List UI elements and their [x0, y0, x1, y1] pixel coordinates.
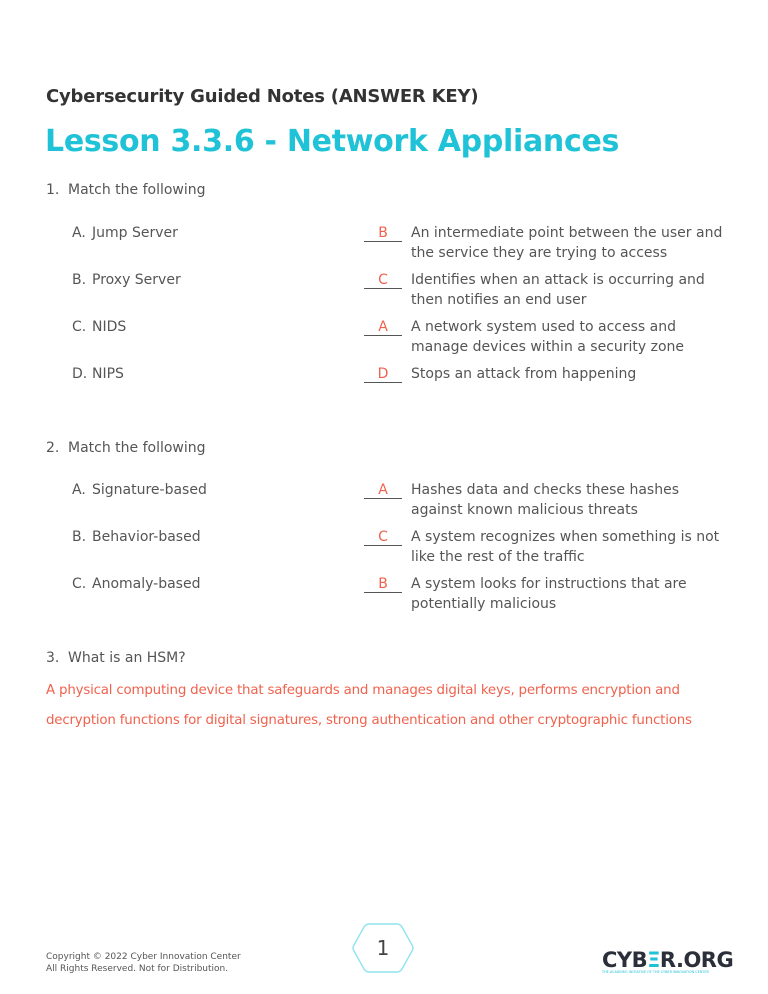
question-text: What is an HSM?	[68, 650, 186, 666]
q1-match-description-1: An intermediate point between the user and the service they are trying to access	[411, 225, 723, 261]
q1-option-d: D. NIPS	[72, 366, 124, 382]
question-3-prompt	[46, 650, 186, 666]
q2-answer-blank-1: A	[364, 482, 402, 499]
q2-match-description-3: A system looks for instructions that are potentially malicious	[411, 576, 687, 612]
q2-match-description-2: A system recognizes when something is not like the rest of the traffic	[411, 529, 720, 565]
q2-option-c: C. Anomaly-based	[72, 576, 201, 592]
q2-option-a: A. Signature-based	[72, 482, 207, 498]
q2-answer-blank-2: C	[364, 529, 402, 546]
hsm-answer: A physical computing device that safeguards and manages digital keys, performs encryption and decryption functions for digital signatures, strong authentication and other cryptographic functions	[46, 683, 692, 728]
q1-answer-blank-3: A	[364, 319, 402, 336]
page-subtitle: Cybersecurity Guided Notes (ANSWER KEY)	[46, 86, 479, 107]
page-title: Lesson 3.3.6 - Network Appliances	[45, 124, 620, 159]
q1-match-description-2: Identifies when an attack is occurring and then notifies an end user	[411, 272, 705, 308]
q1-match-description-4: Stops an attack from happening	[411, 366, 637, 382]
q2-option-b: B. Behavior-based	[72, 529, 201, 545]
cyber-org-logo: CYBΞR.ORG THE ACADEMIC INITIATIVE OF THE CYBER INNOVATION CENTER	[602, 948, 734, 974]
question-number: 2.	[46, 440, 60, 456]
copyright-notice: Copyright © 2022 Cyber Innovation Center All Rights Reserved. Not for Distribution.	[46, 952, 241, 974]
q1-option-c: C. NIDS	[72, 319, 127, 335]
q1-answer-blank-4: D	[364, 366, 402, 383]
q1-answer-blank-2: C	[364, 272, 402, 289]
question-text: Match the following	[68, 182, 206, 198]
q1-option-a: A. Jump Server	[72, 225, 178, 241]
question-1-prompt	[46, 182, 206, 198]
question-number: 1.	[46, 182, 60, 198]
q2-answer-blank-3: B	[364, 576, 402, 593]
q1-match-description-3: A network system used to access and manage devices within a security zone	[411, 319, 685, 355]
page-number: 1	[376, 936, 390, 960]
q1-option-b: B. Proxy Server	[72, 272, 181, 288]
question-number: 3.	[46, 650, 60, 666]
logo-accent: Ξ	[647, 948, 660, 972]
q1-answer-blank-1: B	[364, 225, 402, 242]
q2-match-description-1: Hashes data and checks these hashes against known malicious threats	[411, 482, 679, 518]
question-text: Match the following	[68, 440, 206, 456]
logo-tagline: THE ACADEMIC INITIATIVE OF THE CYBER INNOVATION CENTER	[602, 970, 709, 974]
question-2-prompt	[46, 440, 206, 456]
